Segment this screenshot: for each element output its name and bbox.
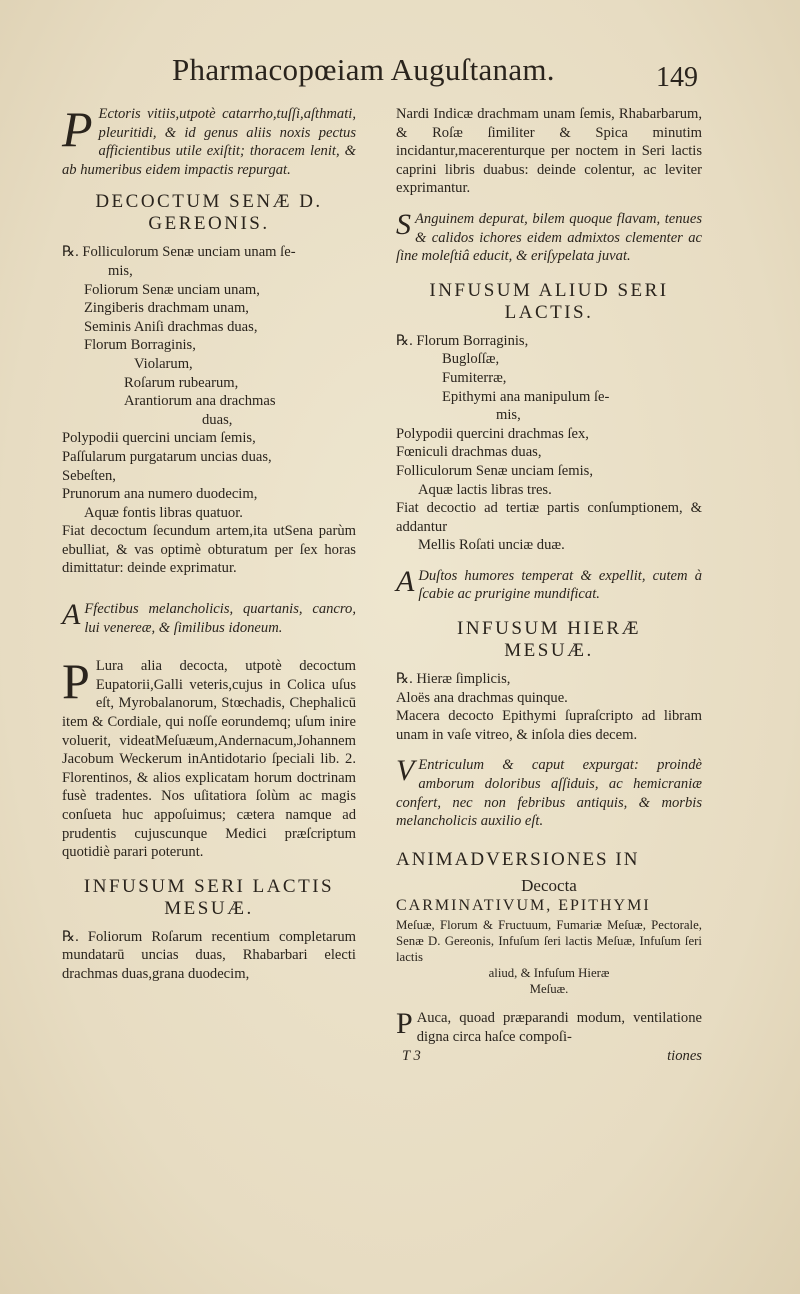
ventriculum-paragraph — [396, 756, 702, 830]
affectibus-paragraph — [62, 600, 356, 637]
recipe-line: Aquæ lactis libras tres. — [418, 481, 552, 498]
recipe-line: ℞. Florum Borraginis, — [396, 332, 529, 349]
recipe-line: Violarum, — [134, 355, 193, 372]
drop-cap: P — [62, 101, 93, 157]
recipe-line: Bugloſſæ, — [442, 351, 500, 368]
sanguinem-paragraph — [396, 207, 702, 266]
recipe-line: duas, — [202, 411, 233, 428]
right-column — [396, 105, 702, 1065]
animadversiones-list: aliud, & Infuſum Hieræ — [488, 966, 610, 981]
page-footer — [396, 1047, 702, 1066]
decoctum-title: DECOCTUM SENÆ D. — [95, 191, 323, 213]
recipe-line: Zingiberis drachmam unam, — [84, 300, 249, 317]
recipe-line: Epithymi ana manipulum ſe- — [442, 388, 610, 405]
recipe-line: mis, — [108, 262, 133, 279]
adustos-paragraph — [396, 564, 702, 604]
recipe-line: Foliorum Senæ unciam unam, — [84, 281, 260, 298]
drop-cap: A — [62, 598, 81, 632]
adustos-text: Duſtos humores temperat & expellit, cutem à ſcabie ac prurigine mundificat. — [418, 567, 702, 603]
intro-text: Ectoris vitiis,utpotè catarrho,tuſſi,aſthmati, pleuritidi, & id genus aliis noxis pectus afficientibus utile exiſtit; thoracem lenit, & ab humeribus eidem impactis repurgat. — [62, 106, 356, 178]
infusum-aliud-mellis: Mellis Roſati unciæ duæ. — [418, 537, 565, 554]
drop-cap: A — [396, 564, 415, 598]
recipe-line: Paſſularum purgatarum uncias duas, — [62, 448, 272, 465]
infusum-seri-title: INFUSUM SERI LACTIS — [83, 875, 335, 897]
animadversiones-list: Meſuæ. — [529, 982, 569, 997]
infusum-aliud-recipe — [396, 332, 702, 499]
recipe-line: Polypodii quercini unciam ſemis, — [62, 430, 256, 447]
animadversiones-subtitle: Decocta — [521, 875, 577, 895]
signature-mark: T 3 — [402, 1047, 421, 1064]
hierae-subtitle: MESUÆ. — [504, 640, 594, 662]
recipe-line: Arantiorum ana drachmas — [124, 393, 276, 410]
page-number: 149 — [656, 62, 698, 93]
recipe-line: Prunorum ana numero duodecim, — [62, 486, 258, 503]
recipe-line: Roſarum rubearum, — [124, 374, 239, 391]
running-head: Pharmacopœiam Auguſtanam. — [172, 52, 555, 87]
recipe-line: Folliculorum Senæ unciam ſemis, — [396, 462, 594, 479]
plura-text: Lura alia decocta, utpotè decoctum Eupatorii,Galli veteris,cujus in Colica uſus eſt, Myrobalanorum, Stœchadis, Chephalicū item & Cordiale, qui noſſe eorundemq; uſum inire voluerit, videatMeſuæum,Andernacum,Johannem Jacobum Weckerum inAntidotario ſpeciali lib. 2. Florentinos, & alios explicatam horum doctrinam fusè tradentes. Nos uſitatiora ſolùm ac magis conſueta huc appoſuimus; cætera namque ad prudentis cujuscunque Medici præſcriptum quotidiè parari poterunt. — [62, 658, 356, 861]
plura-paragraph — [62, 653, 356, 862]
infusum-aliud-preparation: Fiat decoctio ad tertiæ partis conſumptionem, & addantur — [396, 500, 702, 535]
decoctum-subtitle: GEREONIS. — [148, 213, 270, 235]
recipe-line: Polypodii quercini drachmas ſex, — [396, 425, 589, 442]
hierae-title: INFUSUM HIERÆ — [457, 618, 641, 640]
animadversiones-list: Meſuæ, Florum & Fructuum, Fumariæ Meſuæ, Pectorale, Senæ D. Gereonis, Infuſum ſeri lactis Meſuæ, Infuſum ſeri lactis — [396, 918, 702, 965]
sanguinem-text: Anguinem depurat, bilem quoque flavam, tenues & calidos ichores eidem admixtos clementer ac ſine moleſtiâ educit, & eriſypelata juvat. — [396, 210, 702, 265]
catchword: tiones — [667, 1047, 702, 1064]
infusum-aliud-subtitle: LACTIS. — [504, 301, 594, 323]
pauca-text: Auca, quoad præparandi modum, ventilatione digna circa haſce compoſi- — [416, 1010, 702, 1045]
hierae-recipe-line: Aloës ana drachmas quinque. — [396, 689, 568, 706]
recipe-line: Aquæ fontis libras quatuor. — [84, 504, 243, 521]
left-column — [62, 101, 356, 984]
recipe-line: Fumiterræ, — [442, 369, 507, 386]
affectibus-text: Ffectibus melancholicis, quartanis, cancro, lui venereæ, & ſimilibus idoneum. — [84, 601, 356, 636]
hierae-preparation: Macera decocto Epithymi ſupraſcripto ad libram unam in vaſe vitreo, & inſola dies decem. — [396, 708, 702, 743]
decoctum-preparation: Fiat decoctum ſecundum artem,ita utSena parùm ebulliat, & vas optimè obturatum per ſex horas dimittatur: deinde exprimatur. — [62, 523, 356, 577]
recipe-line: mis, — [496, 407, 521, 424]
drop-cap: P — [62, 653, 90, 710]
drop-cap: S — [396, 207, 411, 241]
hierae-recipe-line: ℞. Hieræ ſimplicis, — [396, 671, 511, 688]
animadversiones-title: ANIMADVERSIONES IN — [396, 848, 640, 870]
recipe-line: Seminis Aniſi drachmas duas, — [84, 318, 258, 335]
decoctum-recipe — [62, 243, 356, 522]
ventriculum-text: Entriculum & caput expurgat: proindè amborum doloribus aſſiduis, ac hemicraniæ confert, nec non febribus antiquis, & morbis melancholicis auxilio eſt. — [396, 757, 702, 830]
intro-paragraph — [62, 101, 356, 179]
drop-cap: P — [396, 1007, 413, 1041]
infusum-seri-recipe: ℞. Foliorum Roſarum recentium completarum mundatarū uncias duas, Rhabarbari electi drachmas duas,grana duodecim, — [62, 928, 356, 982]
recipe-line: Sebeſten, — [62, 467, 116, 484]
continuation-paragraph: Nardi Indicæ drachmam unam ſemis, Rhabarbarum, & Roſæ ſimiliter & Spica minutim incidantur,macerenturque per noctem in Seri lactis caprini libris duabus: deinde colentur, ac leviter exprimantur. — [396, 106, 702, 197]
drop-cap: V — [396, 754, 415, 788]
pauca-paragraph — [396, 1009, 702, 1046]
animadversiones-title2: CARMINATIVUM, EPITHYMI — [396, 897, 651, 915]
recipe-line: Florum Borraginis, — [84, 337, 196, 354]
recipe-line: ℞. Folliculorum Senæ unciam unam ſe- — [62, 244, 296, 261]
infusum-aliud-title: INFUSUM ALIUD SERI — [429, 279, 669, 301]
recipe-line: Fœniculi drachmas duas, — [396, 444, 542, 461]
infusum-seri-subtitle: MESUÆ. — [164, 897, 254, 919]
